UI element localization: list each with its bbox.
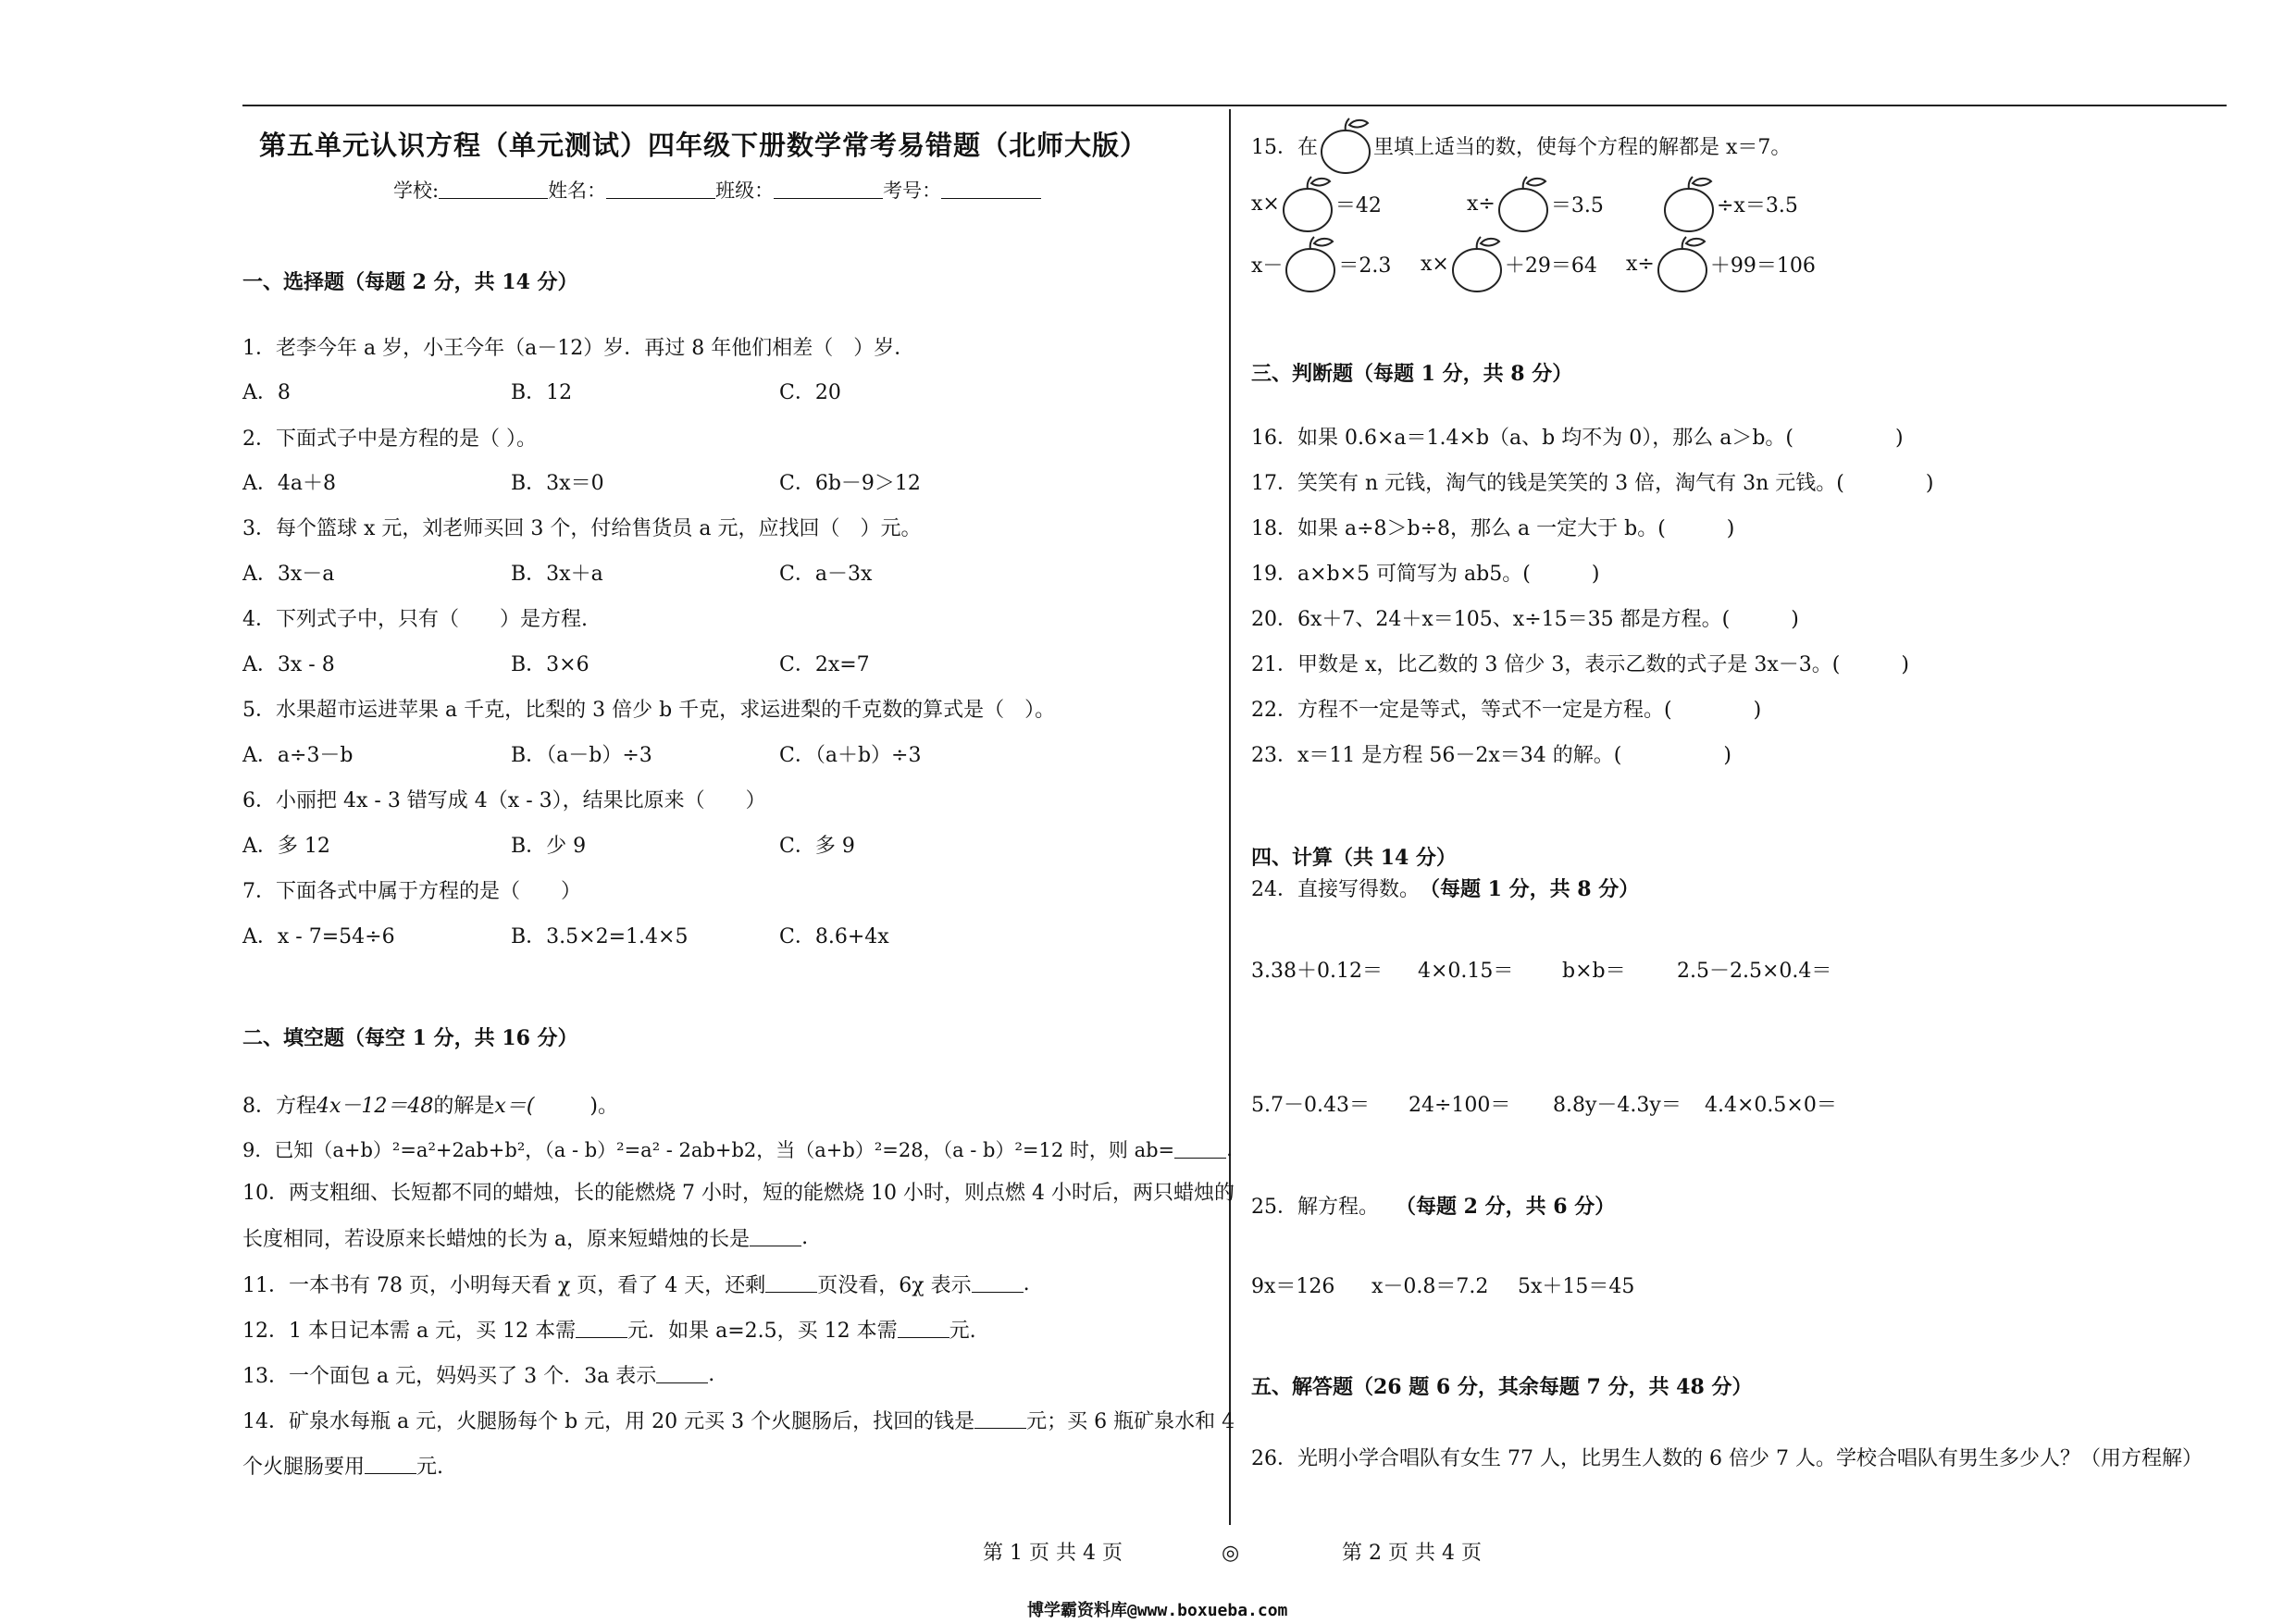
- question-21: 21．甲数是 x，比乙数的 3 倍少 3，表示乙数的式子是 3x－3。( ): [1251, 653, 1909, 676]
- q9-blank[interactable]: [1174, 1141, 1226, 1159]
- apple-answer-box[interactable]: [1280, 174, 1335, 233]
- equation-4: [1251, 234, 1391, 293]
- equation-3: [1661, 174, 1798, 233]
- question-22: 22．方程不一定是等式，等式不一定是方程。( ): [1251, 699, 1762, 722]
- eq6-post: ＋99＝106: [1709, 254, 1816, 278]
- question-19: 19．a×b×5 可简写为 ab5。( ): [1251, 563, 1600, 586]
- q7-option-b[interactable]: B．3.5×2=1.4×5: [511, 925, 689, 948]
- q12-blank-1[interactable]: [576, 1320, 627, 1338]
- solve-1: 9x＝126: [1251, 1275, 1335, 1298]
- q7-option-c[interactable]: C．8.6+4x: [779, 925, 889, 948]
- q14-text-b: 元；买 6 瓶矿泉水和 4: [1026, 1410, 1235, 1433]
- question-10-line2: [242, 1223, 808, 1252]
- question-12: [242, 1315, 976, 1344]
- q14-end: 元.: [416, 1456, 444, 1479]
- apple-answer-box[interactable]: [1661, 174, 1717, 233]
- q3-option-b[interactable]: B．3x＋a: [511, 563, 603, 586]
- apple-icon: [1318, 116, 1373, 175]
- question-1: 1．老李今年 a 岁，小王今年（a－12）岁．再过 8 年他们相差（ ）岁．: [242, 337, 915, 360]
- eq5-post: ＋29＝64: [1504, 254, 1597, 278]
- student-info-line: [393, 176, 1041, 204]
- q13-text: 13．一个面包 a 元，妈妈买了 3 个．3a 表示: [242, 1365, 657, 1388]
- q1-option-c[interactable]: C．20: [779, 381, 841, 404]
- calc-6: 24÷100＝: [1409, 1094, 1511, 1117]
- q2-option-c[interactable]: C．6b－9＞12: [779, 472, 921, 495]
- name-label: 姓名：: [548, 180, 607, 202]
- question-9: [242, 1135, 1233, 1163]
- q24-text: 24．直接写得数。: [1251, 878, 1420, 901]
- center-mark-icon: ◎: [1222, 1542, 1240, 1565]
- question-18: 18．如果 a÷8＞b÷8，那么 a 一定大于 b。( ): [1251, 517, 1735, 540]
- eq2-pre: x÷: [1467, 192, 1496, 216]
- question-14-line1: [242, 1406, 1235, 1434]
- equation-6: [1626, 234, 1816, 293]
- calc-5: 5.7－0.43＝: [1251, 1094, 1370, 1117]
- question-26: 26．光明小学合唱队有女生 77 人，比男生人数的 6 倍少 7 人。学校合唱队有男生多少人？（用方程解）: [1251, 1447, 2203, 1470]
- exam-no-label: 考号：: [883, 180, 942, 202]
- q4-option-c[interactable]: C．2x=7: [779, 653, 870, 676]
- q12-blank-2[interactable]: [898, 1320, 949, 1338]
- q5-option-b[interactable]: B．（a－b）÷3: [511, 744, 652, 767]
- q9-text: 9．已知（a+b）²=a²+2ab+b²，（a - b）²=a² - 2ab+b2，当（a+b）²=28，（a - b）²=12 时，则 ab=: [242, 1139, 1175, 1161]
- q10-text: 长度相同，若设原来长蜡烛的长为 a，原来短蜡烛的长是: [242, 1228, 751, 1251]
- calc-8: 4.4×0.5×0＝: [1705, 1094, 1837, 1117]
- equation-1: [1251, 174, 1382, 233]
- apple-answer-box[interactable]: [1496, 174, 1551, 233]
- equation-5: [1421, 234, 1597, 293]
- question-25: [1251, 1191, 1615, 1220]
- question-15: [1251, 116, 1791, 175]
- page-title: 第五单元认识方程（单元测试）四年级下册数学常考易错题（北师大版）: [259, 130, 1148, 161]
- q4-option-b[interactable]: B．3×6: [511, 653, 590, 676]
- q8-x: x＝(: [494, 1095, 535, 1118]
- q6-option-a[interactable]: A．多 12: [242, 835, 330, 858]
- solve-2: x－0.8＝7.2: [1371, 1275, 1489, 1298]
- eq1-pre: x×: [1251, 192, 1280, 216]
- q9-end: .: [1226, 1138, 1233, 1160]
- question-3: 3．每个篮球 x 元，刘老师买回 3 个，付给售货员 a 元，应找回（ ）元。: [242, 517, 922, 540]
- question-23: 23．x＝11 是方程 56－2x＝34 的解。( ): [1251, 744, 1731, 767]
- question-8: [242, 1090, 618, 1119]
- q14-blank-1[interactable]: [974, 1411, 1026, 1429]
- q3-option-a[interactable]: A．3x－a: [242, 563, 335, 586]
- q1-option-a[interactable]: A．8: [242, 381, 291, 404]
- calc-7: 8.8y－4.3y＝: [1553, 1094, 1682, 1117]
- q14-blank-2[interactable]: [365, 1457, 416, 1474]
- apple-answer-box[interactable]: [1283, 234, 1338, 293]
- q11-blank-2[interactable]: [972, 1275, 1024, 1293]
- q13-blank[interactable]: [656, 1366, 708, 1383]
- q25-note: （每题 2 分，共 6 分）: [1396, 1195, 1616, 1219]
- question-6: 6．小丽把 4x - 3 错写成 4（x - 3），结果比原来（ ）: [242, 789, 766, 812]
- eq1-post: ＝42: [1334, 193, 1382, 217]
- question-5: 5．水果超市运进苹果 a 千克，比梨的 3 倍少 b 千克，求运进梨的千克数的算式是（ ）。: [242, 699, 1056, 722]
- page-number-2: 第 2 页 共 4 页: [1342, 1542, 1482, 1565]
- question-11: [242, 1270, 1030, 1298]
- section-heading-fill: 二、填空题（每空 1 分，共 16 分）: [242, 1026, 578, 1050]
- q14-text-a: 14．矿泉水每瓶 a 元，火腿肠每个 b 元，用 20 元买 3 个火腿肠后，找回的钱是: [242, 1410, 975, 1433]
- calc-2: 4×0.15＝: [1418, 960, 1514, 983]
- calc-1: 3.38＋0.12＝: [1251, 960, 1383, 983]
- question-7: 7．下面各式中属于方程的是（ ）: [242, 880, 581, 903]
- q5-option-c[interactable]: C．（a＋b）÷3: [779, 744, 922, 767]
- apple-answer-box[interactable]: [1655, 234, 1710, 293]
- eq6-pre: x÷: [1626, 252, 1655, 276]
- q3-option-c[interactable]: C．a－3x: [779, 563, 873, 586]
- q11-text-b: 页没看，6χ 表示: [817, 1274, 972, 1297]
- apple-answer-box[interactable]: [1449, 234, 1505, 293]
- calc-4: 2.5－2.5×0.4＝: [1677, 960, 1832, 983]
- q12-end: 元.: [949, 1320, 976, 1343]
- q11-text-a: 11．一本书有 78 页，小明每天看 χ 页，看了 4 天，还剩: [242, 1274, 766, 1297]
- q25-text: 25．解方程。: [1251, 1196, 1379, 1219]
- section-heading-answer: 五、解答题（26 题 6 分，其余每题 7 分，共 48 分）: [1251, 1375, 1753, 1399]
- exam-no-field[interactable]: [941, 181, 1041, 199]
- top-rule: [242, 105, 2227, 106]
- q11-end: .: [1023, 1272, 1030, 1295]
- school-label: 学校:: [393, 180, 440, 202]
- q12-text-a: 12．1 本日记本需 a 元，买 12 本需: [242, 1320, 577, 1343]
- equation-2: [1467, 174, 1604, 233]
- q14-text-c: 个火腿肠要用: [242, 1456, 366, 1479]
- q2-option-a[interactable]: A．4a＋8: [242, 472, 336, 495]
- q11-blank-1[interactable]: [765, 1275, 817, 1293]
- page-number-1: 第 1 页 共 4 页: [983, 1542, 1123, 1565]
- eq4-pre: x－: [1251, 254, 1284, 278]
- q10-blank[interactable]: [750, 1229, 801, 1246]
- school-field[interactable]: [439, 181, 548, 199]
- q12-text-b: 元．如果 a=2.5，买 12 本需: [627, 1320, 898, 1343]
- q4-option-a[interactable]: A．3x - 8: [242, 653, 335, 676]
- name-field[interactable]: [606, 181, 715, 199]
- class-field[interactable]: [774, 181, 883, 199]
- class-label: 班级：: [715, 180, 775, 202]
- q7-option-a[interactable]: A．x - 7=54÷6: [242, 925, 395, 948]
- q24-note: （每题 1 分，共 8 分）: [1420, 877, 1640, 901]
- eq2-post: ＝3.5: [1550, 193, 1604, 217]
- q1-option-b[interactable]: B．12: [511, 381, 573, 404]
- q2-option-b[interactable]: B．3x＝0: [511, 472, 604, 495]
- question-17: 17．笑笑有 n 元钱，淘气的钱是笑笑的 3 倍，淘气有 3n 元钱。( ): [1251, 472, 1934, 495]
- section-heading-calc: 四、计算（共 14 分）: [1251, 846, 1457, 870]
- eq3-post: ÷x＝3.5: [1717, 193, 1798, 217]
- q8-prefix: 8．方程: [242, 1095, 316, 1118]
- section-heading-choice: 一、选择题（每题 2 分，共 14 分）: [242, 270, 578, 294]
- question-2: 2．下面式子中是方程的是（ ）。: [242, 428, 537, 451]
- calc-3: b×b＝: [1562, 960, 1626, 983]
- q8-suffix: )。: [590, 1095, 619, 1118]
- q15-text-b: 里填上适当的数，使每个方程的解都是 x＝7。: [1373, 135, 1792, 159]
- q8-mid: 的解是: [433, 1095, 495, 1118]
- question-4: 4．下列式子中，只有（ ）是方程.: [242, 608, 588, 631]
- q13-end: .: [708, 1363, 715, 1386]
- question-13: [242, 1360, 714, 1389]
- question-14-line2: [242, 1451, 443, 1480]
- question-24: [1251, 874, 1639, 902]
- question-16: 16．如果 0.6×a＝1.4×b（a、b 均不为 0），那么 a＞b。( ): [1251, 427, 1904, 450]
- q5-option-a[interactable]: A．a÷3－b: [242, 744, 354, 767]
- question-10-line1: 10．两支粗细、长短都不同的蜡烛，长的能燃烧 7 小时，短的能燃烧 10 小时，则点燃 4 小时后，两只蜡烛的: [242, 1182, 1235, 1205]
- q6-option-c[interactable]: C．多 9: [779, 835, 855, 858]
- site-watermark: 博学霸资料库@www.boxueba.com: [1027, 1601, 1288, 1620]
- q6-option-b[interactable]: B．少 9: [511, 835, 587, 858]
- solve-3: 5x＋15＝45: [1518, 1275, 1635, 1298]
- question-20: 20．6x＋7、24＋x＝105、x÷15＝35 都是方程。( ): [1251, 608, 1799, 631]
- eq4-post: ＝2.3: [1338, 254, 1392, 278]
- q10-end: .: [801, 1226, 809, 1249]
- q15-text-a: 15．在: [1251, 135, 1318, 159]
- column-divider: [1229, 109, 1231, 1525]
- q8-equation: 4x－12＝48: [316, 1095, 434, 1118]
- section-heading-judge: 三、判断题（每题 1 分，共 8 分）: [1251, 362, 1573, 386]
- eq5-pre: x×: [1421, 252, 1449, 276]
